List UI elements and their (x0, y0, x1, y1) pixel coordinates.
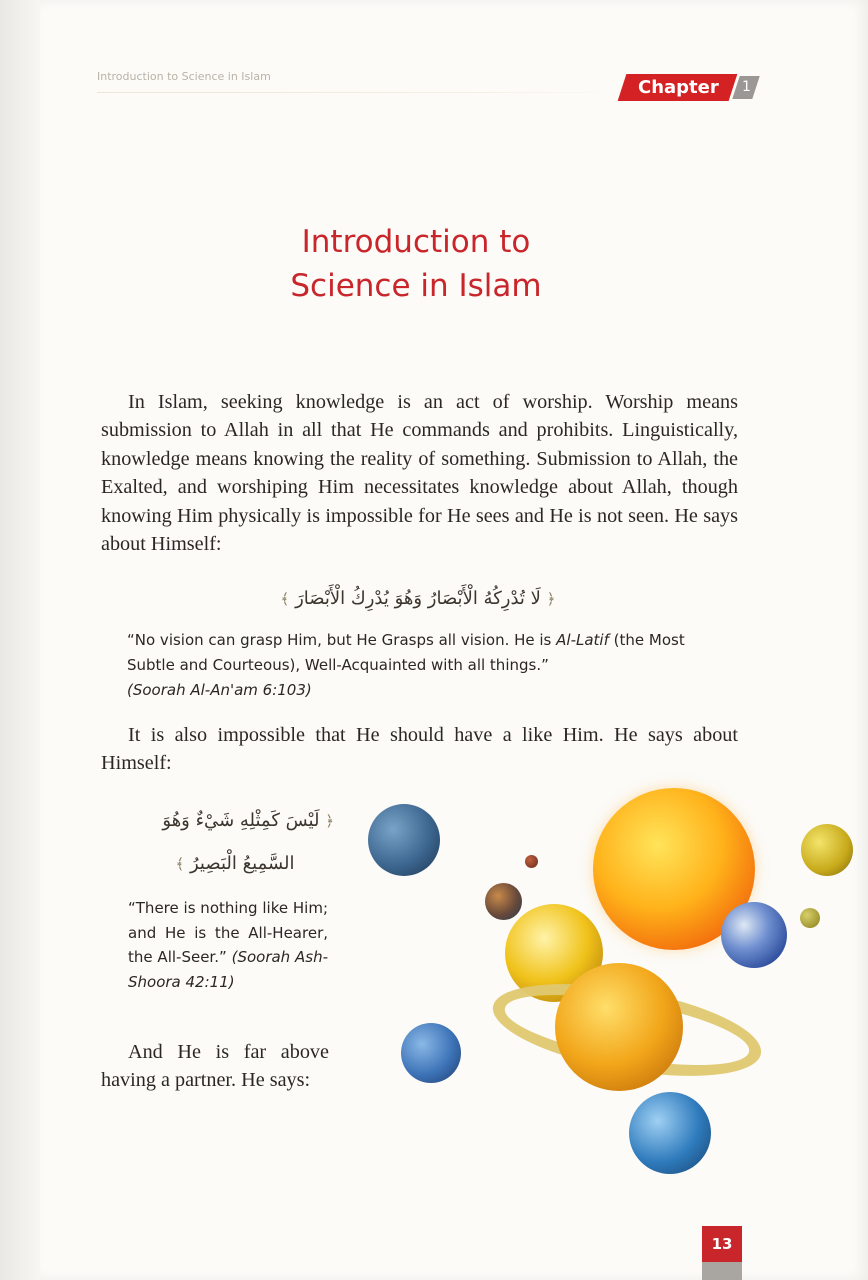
header-rule (97, 92, 627, 93)
planet-tiny-olive-icon (800, 908, 820, 928)
planets-illustration (355, 780, 865, 1180)
chapter-label: Chapter (618, 74, 738, 101)
paragraph-3: And He is far above having a partner. He says: (101, 1041, 329, 1092)
planet-neptune-icon (401, 1023, 461, 1083)
verse-2-arabic-line-1: ﴿ لَيْسَ كَمِثْلِهِ شَيْءٌ وَهُوَ (162, 810, 334, 831)
page-gutter (0, 0, 40, 1280)
ornament-bracket-icon: ﴾ (280, 590, 290, 608)
chapter-tab (622, 74, 756, 101)
ornament-bracket-icon: ﴿ (325, 812, 334, 830)
page-number: 13 (702, 1226, 742, 1262)
paragraph-1: In Islam, seeking knowledge is an act of worship. Worship means submission to Allah in all that He commands and prohibits. Linguistically, knowledge means knowing the reality of something. Submission to Allah, the Exalted, and worshiping Him necessitates knowledge about Allah, though knowing Him physically is impossible for He sees and He is not seen. He says about Himself: (101, 391, 738, 556)
title-line-2: Science in Islam (290, 268, 542, 304)
title-line-1: Introduction to (301, 224, 531, 260)
chapter-number: 1 (732, 76, 759, 99)
quote-1: “No vision can grasp Him, but He Grasps all vision. He is Al-Latif (the Most Subtle and Courteous), Well-Acquainted with all things.” (Soorah Al-An'am 6:103) (127, 631, 685, 699)
planet-blue-icon (368, 804, 440, 876)
planet-small-brown-icon (485, 883, 522, 920)
paragraph-2: It is also impossible that He should have a like Him. He says about Himself: (101, 724, 738, 775)
ornament-bracket-icon: ﴾ (175, 855, 185, 873)
quote-2-reference: (Soorah Ash-Shoora 42:11) (128, 948, 329, 991)
page-number-tab (702, 1262, 742, 1280)
planet-saturn-icon (555, 963, 683, 1091)
running-head: Introduction to Science in Islam (97, 70, 271, 83)
ornament-bracket-icon: ﴿ (546, 590, 556, 608)
planet-uranus-icon (629, 1092, 711, 1174)
planet-earth-icon (721, 902, 787, 968)
planet-yellow-small-icon (801, 824, 853, 876)
verse-2-arabic-line-2: السَّمِيعُ الْبَصِيرُ ﴾ (175, 853, 295, 874)
page-title (100, 220, 732, 308)
quote-2: “There is nothing like Him; and He is the All-Hearer, the All-Seer.” (Soorah Ash-Shoora 42:11) (128, 899, 329, 991)
quote-1-reference: (Soorah Al-An'am 6:103) (127, 681, 312, 699)
verse-1-arabic: ﴿ لَا تُدْرِكُهُ الْأَبْصَارُ وَهُوَ يُدْرِكُ الْأَبْصَارَ ﴾ (280, 588, 556, 609)
planet-tiny-red-icon (525, 855, 538, 868)
